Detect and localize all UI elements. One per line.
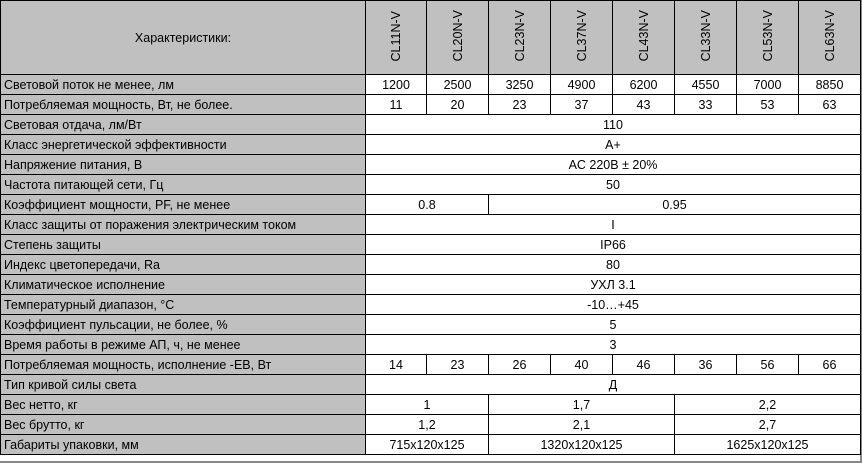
value-cell: 50 — [366, 175, 861, 195]
model-header: CL37N-V — [551, 1, 613, 75]
value-cell: 6200 — [613, 75, 675, 95]
model-header: CL20N-V — [427, 1, 489, 75]
model-header: CL63N-V — [799, 1, 861, 75]
row-label: Класс энергетической эффективности — [1, 135, 366, 155]
value-cell: 3250 — [489, 75, 551, 95]
model-header: CL33N-V — [675, 1, 737, 75]
value-cell: 2,7 — [675, 415, 861, 435]
table-row — [1, 135, 861, 155]
row-label: Световой поток не менее, лм — [1, 75, 366, 95]
table-row — [1, 395, 861, 415]
value-cell: 1320x120x125 — [489, 435, 675, 455]
value-cell: 715x120x125 — [366, 435, 489, 455]
value-cell: 26 — [489, 355, 551, 375]
row-label: Температурный диапазон, °С — [1, 295, 366, 315]
table-row — [1, 295, 861, 315]
value-cell: 23 — [489, 95, 551, 115]
value-cell: 0.95 — [489, 195, 861, 215]
row-label: Частота питающей сети, Гц — [1, 175, 366, 195]
row-label: Индекс цветопередачи, Ra — [1, 255, 366, 275]
value-cell: 63 — [799, 95, 861, 115]
value-cell: 4900 — [551, 75, 613, 95]
value-cell: Д — [366, 375, 861, 395]
table-row — [1, 95, 861, 115]
table-row — [1, 75, 861, 95]
row-label: Потребляемая мощность, Вт, не более. — [1, 95, 366, 115]
value-cell: AC 220В ± 20% — [366, 155, 861, 175]
row-label: Степень защиты — [1, 235, 366, 255]
table-row — [1, 375, 861, 395]
value-cell: 1625x120x125 — [675, 435, 861, 455]
value-cell: 4550 — [675, 75, 737, 95]
table-row — [1, 115, 861, 135]
value-cell: 14 — [366, 355, 427, 375]
value-cell: 0.8 — [366, 195, 489, 215]
header-row — [1, 1, 861, 75]
table-row — [1, 355, 861, 375]
value-cell: 56 — [737, 355, 799, 375]
table-row — [1, 195, 861, 215]
model-header: CL23N-V — [489, 1, 551, 75]
table-row — [1, 335, 861, 355]
row-label: Коэффициент пульсации, не более, % — [1, 315, 366, 335]
value-cell: 36 — [675, 355, 737, 375]
value-cell: 80 — [366, 255, 861, 275]
value-cell: 1 — [366, 395, 489, 415]
table-row — [1, 315, 861, 335]
table-row — [1, 235, 861, 255]
value-cell: 11 — [366, 95, 427, 115]
row-label: Тип кривой силы света — [1, 375, 366, 395]
table-row — [1, 155, 861, 175]
value-cell: 2500 — [427, 75, 489, 95]
row-label: Световая отдача, лм/Вт — [1, 115, 366, 135]
spec-table-body — [1, 75, 861, 455]
value-cell: 110 — [366, 115, 861, 135]
row-label: Время работы в режиме АП, ч, не менее — [1, 335, 366, 355]
value-cell: 43 — [613, 95, 675, 115]
value-cell: 1,2 — [366, 415, 489, 435]
row-label: Напряжение питания, В — [1, 155, 366, 175]
row-label: Габариты упаковки, мм — [1, 435, 366, 455]
value-cell: 20 — [427, 95, 489, 115]
value-cell: 3 — [366, 335, 861, 355]
value-cell: 8850 — [799, 75, 861, 95]
row-label: Вес брутто, кг — [1, 415, 366, 435]
value-cell: 46 — [613, 355, 675, 375]
header-label: Характеристики: — [1, 1, 366, 75]
value-cell: 1,7 — [489, 395, 675, 415]
value-cell: 2,2 — [675, 395, 861, 415]
value-cell: 33 — [675, 95, 737, 115]
value-cell: A+ — [366, 135, 861, 155]
value-cell: -10…+45 — [366, 295, 861, 315]
value-cell: 5 — [366, 315, 861, 335]
row-label: Класс защиты от поражения электрическим током — [1, 215, 366, 235]
value-cell: 37 — [551, 95, 613, 115]
value-cell: 40 — [551, 355, 613, 375]
row-label: Климатическое исполнение — [1, 275, 366, 295]
value-cell: 2,1 — [489, 415, 675, 435]
table-row — [1, 215, 861, 235]
value-cell: 66 — [799, 355, 861, 375]
value-cell: 53 — [737, 95, 799, 115]
value-cell: I — [366, 215, 861, 235]
table-row — [1, 175, 861, 195]
value-cell: 23 — [427, 355, 489, 375]
table-row — [1, 415, 861, 435]
value-cell: УХЛ 3.1 — [366, 275, 861, 295]
model-header: CL43N-V — [613, 1, 675, 75]
model-header: CL53N-V — [737, 1, 799, 75]
row-label: Потребляемая мощность, исполнение -EB, Вт — [1, 355, 366, 375]
model-header: CL11N-V — [366, 1, 427, 75]
table-row — [1, 275, 861, 295]
value-cell: 7000 — [737, 75, 799, 95]
table-row — [1, 255, 861, 275]
value-cell: 1200 — [366, 75, 427, 95]
value-cell: IP66 — [366, 235, 861, 255]
table-row — [1, 435, 861, 455]
row-label: Вес нетто, кг — [1, 395, 366, 415]
row-label: Коэффициент мощности, PF, не менее — [1, 195, 366, 215]
